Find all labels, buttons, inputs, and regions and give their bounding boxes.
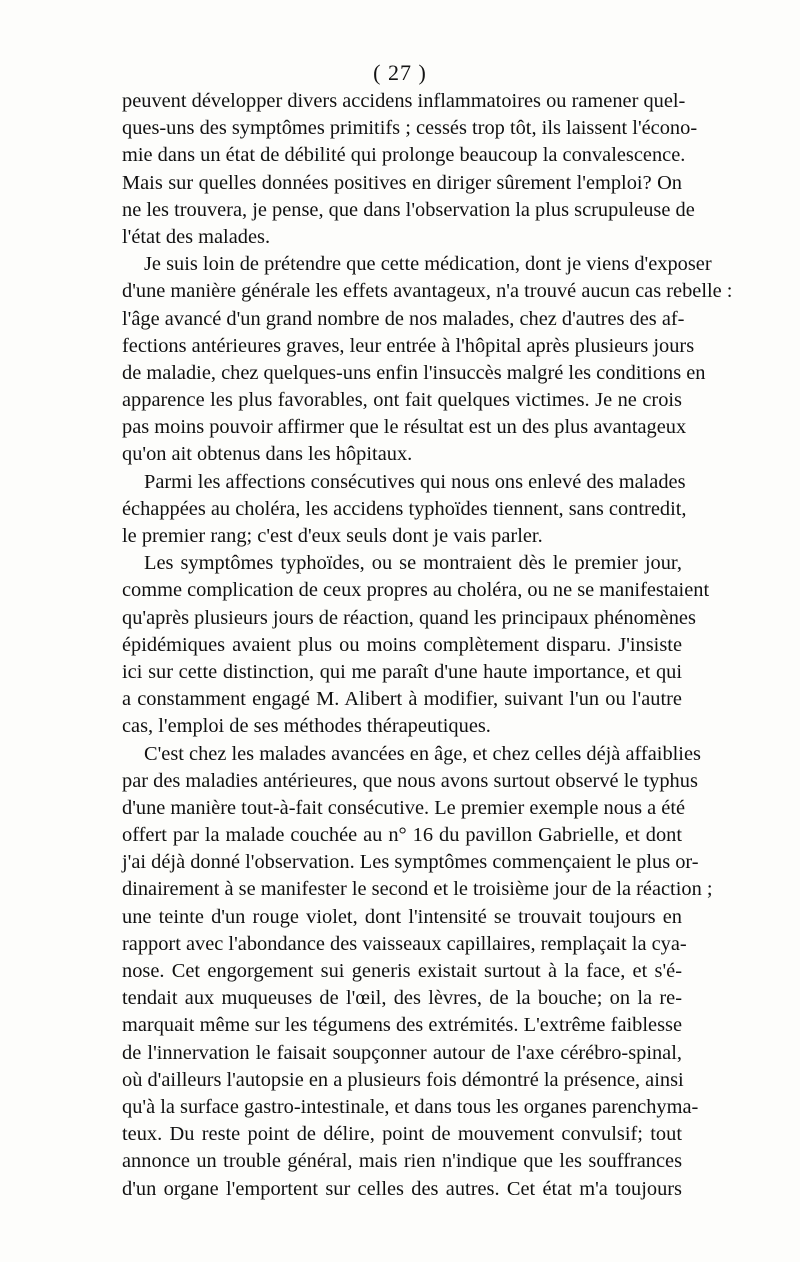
paragraph xyxy=(122,251,733,469)
text-line: tendait aux muqueuses de l'œil, des lèvres, de la bouche; on la re- xyxy=(122,987,682,1010)
text-line: Je suis loin de prétendre que cette médication, dont je viens d'exposer xyxy=(144,253,712,276)
paragraph xyxy=(122,469,687,551)
paragraph xyxy=(122,88,698,251)
text-line: l'âge avancé d'un grand nombre de nos malades, chez d'autres des af- xyxy=(122,307,685,330)
body-text xyxy=(122,88,733,1203)
paragraph xyxy=(122,550,710,740)
text-line: de maladie, chez quelques-uns enfin l'insuccès malgré les conditions en xyxy=(122,361,706,384)
text-line: pas moins pouvoir affirmer que le résultat est un des plus avantageux xyxy=(122,416,687,439)
text-line: d'un organe l'emportent sur celles des autres. Cet état m'a toujours xyxy=(122,1177,682,1200)
text-line: où d'ailleurs l'autopsie en a plusieurs fois démontré la présence, ainsi xyxy=(122,1068,684,1091)
text-line: nose. Cet engorgement sui generis existait surtout à la face, et s'é- xyxy=(122,960,682,982)
text-line: j'ai déjà donné l'observation. Les symptômes commençaient le plus or- xyxy=(122,851,699,874)
paragraph xyxy=(122,741,713,1203)
text-line: Les symptômes typhoïdes, ou se montraient dès le premier jour, xyxy=(144,552,682,575)
text-line: Mais sur quelles données positives en diriger sûrement l'emploi? On xyxy=(122,171,682,194)
text-line: C'est chez les malades avancées en âge, et chez celles déjà affaiblies xyxy=(144,742,701,765)
text-line: d'une manière générale les effets avantageux, n'a trouvé aucun cas rebelle : xyxy=(122,280,733,303)
text-line: ne les trouvera, je pense, que dans l'observation la plus scrupuleuse de xyxy=(122,198,695,221)
text-line: l'état des malades. xyxy=(122,225,271,248)
text-line: qu'après plusieurs jours de réaction, quand les principaux phénomènes xyxy=(122,606,696,629)
text-line: marquait même sur les tégumens des extrémités. L'extrême faiblesse xyxy=(122,1014,682,1037)
text-line: ici sur cette distinction, qui me paraît d'une haute importance, et qui xyxy=(122,660,682,683)
text-line: peuvent développer divers accidens inflammatoires ou ramener quel- xyxy=(122,90,686,112)
text-line: par des maladies antérieures, que nous avons surtout observé le typhus xyxy=(122,769,698,792)
text-line: dinairement à se manifester le second et le troisième jour de la réaction ; xyxy=(122,878,713,901)
text-line: de l'innervation le faisait soupçonner autour de l'axe cérébro-spinal, xyxy=(122,1041,682,1064)
text-line: annonce un trouble général, mais rien n'indique que les souffrances xyxy=(122,1150,682,1173)
text-line: apparence les plus favorables, ont fait quelques victimes. Je ne crois xyxy=(122,389,682,412)
text-line: le premier rang; c'est d'eux seuls dont je vais parler. xyxy=(122,525,543,547)
text-line: qu'on ait obtenus dans les hôpitaux. xyxy=(122,443,413,466)
text-line: teux. Du reste point de délire, point de mouvement convulsif; tout xyxy=(122,1123,682,1146)
text-line: mie dans un état de débilité qui prolonge beaucoup la convalescence. xyxy=(122,144,686,167)
text-line: d'une manière tout-à-fait consécutive. Le premier exemple nous a été xyxy=(122,796,686,819)
text-line: ques-uns des symptômes primitifs ; cessés trop tôt, ils laissent l'écono- xyxy=(122,117,698,140)
text-line: Parmi les affections consécutives qui nous ons enlevé des malades xyxy=(144,470,686,493)
text-line: échappées au choléra, les accidens typhoïdes tiennent, sans contredit, xyxy=(122,497,687,520)
text-line: qu'à la surface gastro-intestinale, et dans tous les organes parenchyma- xyxy=(122,1095,699,1118)
text-line: rapport avec l'abondance des vaisseaux capillaires, remplaçait la cya- xyxy=(122,932,687,955)
text-line: offert par la malade couchée au n° 16 du pavillon Gabrielle, et dont xyxy=(122,824,682,847)
text-line: épidémiques avaient plus ou moins complètement disparu. J'insiste xyxy=(122,633,682,656)
text-line: cas, l'emploi de ses méthodes thérapeutiques. xyxy=(122,715,491,738)
text-line: fections antérieures graves, leur entrée à l'hôpital après plusieurs jours xyxy=(122,334,695,357)
text-line: comme complication de ceux propres au choléra, ou ne se manifestaient xyxy=(122,579,710,602)
page-number: ( 27 ) xyxy=(373,60,427,85)
text-line: a constamment engagé M. Alibert à modifier, suivant l'un ou l'autre xyxy=(122,688,682,711)
text-line: une teinte d'un rouge violet, dont l'intensité se trouvait toujours en xyxy=(122,905,682,928)
